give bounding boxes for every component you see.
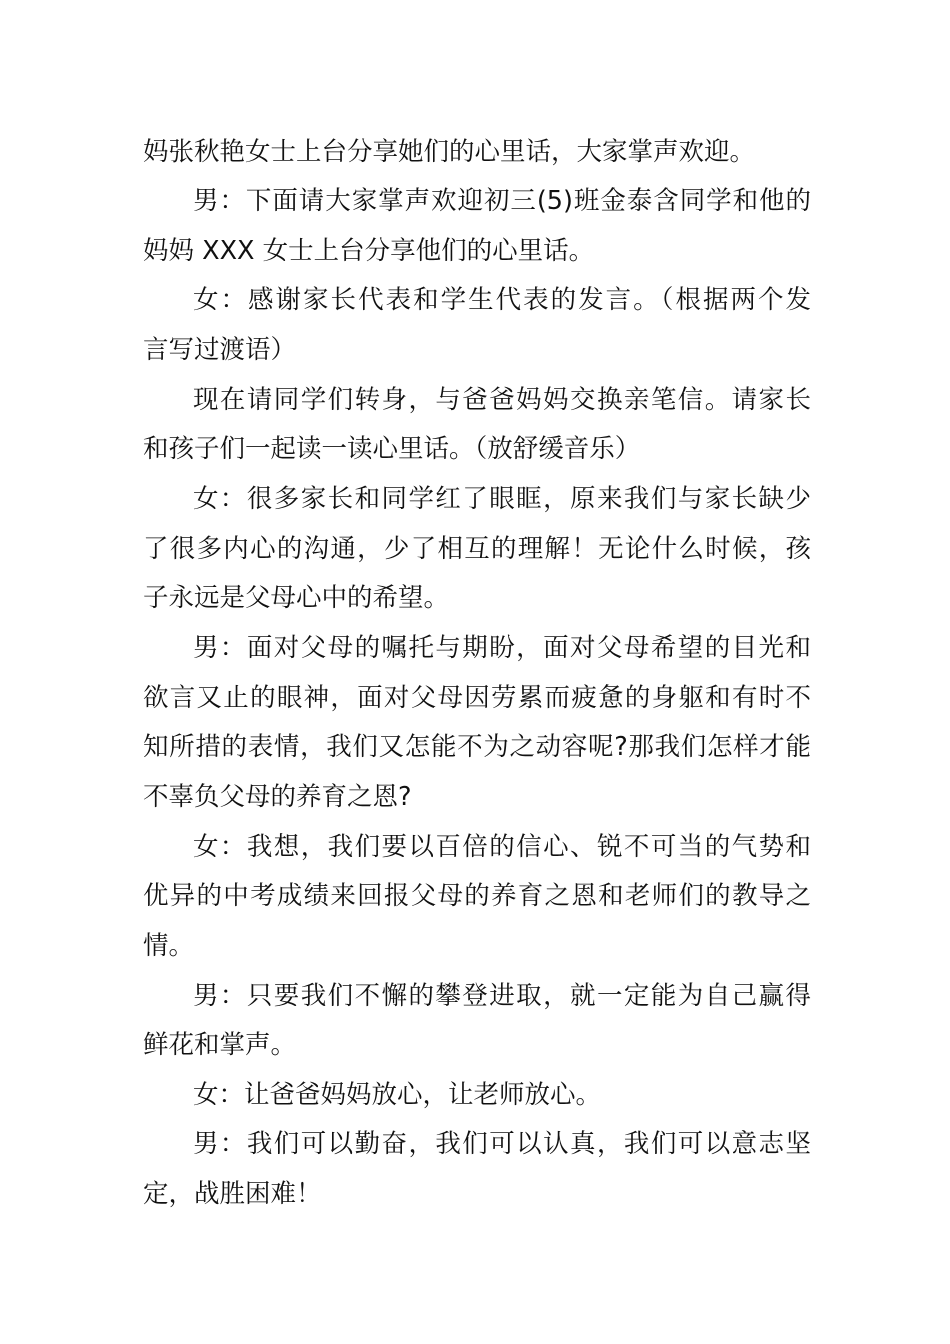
text-line: 和孩子们一起读一读心里话。（放舒缓音乐） xyxy=(143,434,641,464)
text-line: 定，战胜困难！ xyxy=(143,1179,322,1209)
text-line: 妈张秋艳女士上台分享她们的心里话，大家掌声欢迎。 xyxy=(143,137,756,167)
paragraph-line: 女：很多家长和同学红了眼眶，原来我们与家长缺少 xyxy=(193,484,811,514)
text-line: 言写过渡语） xyxy=(143,335,297,365)
paragraph-line: 男：下面请大家掌声欢迎初三(5)班金泰含同学和他的 xyxy=(193,186,811,216)
paragraph-line: 男：我们可以勤奋，我们可以认真，我们可以意志坚 xyxy=(193,1129,811,1159)
paragraph-line: 女：让爸爸妈妈放心，让老师放心。 xyxy=(193,1080,602,1110)
text-line: 了很多内心的沟通，少了相互的理解！无论什么时候，孩 xyxy=(143,534,811,564)
paragraph-line: 男：只要我们不懈的攀登进取，就一定能为自己赢得 xyxy=(193,981,811,1011)
text-line: 不辜负父母的养育之恩? xyxy=(143,782,412,812)
text-line: 妈妈 XXX 女士上台分享他们的心里话。 xyxy=(143,236,595,266)
text-line: 知所措的表情，我们又怎能不为之动容呢?那我们怎样才能 xyxy=(143,732,811,762)
text-line: 鲜花和掌声。 xyxy=(143,1030,297,1060)
text-line: 优异的中考成绩来回报父母的养育之恩和老师们的教导之 xyxy=(143,881,811,911)
text-line: 欲言又止的眼神，面对父母因劳累而疲惫的身躯和有时不 xyxy=(143,683,811,713)
text-line: 子永远是父母心中的希望。 xyxy=(143,583,450,613)
paragraph-line: 女：感谢家长代表和学生代表的发言。（根据两个发 xyxy=(193,285,811,315)
paragraph-line: 男：面对父母的嘱托与期盼，面对父母希望的目光和 xyxy=(193,633,811,663)
paragraph-line: 女：我想，我们要以百倍的信心、锐不可当的气势和 xyxy=(193,832,811,862)
paragraph-line: 现在请同学们转身，与爸爸妈妈交换亲笔信。请家长 xyxy=(193,385,811,415)
text-line: 情。 xyxy=(143,931,195,961)
